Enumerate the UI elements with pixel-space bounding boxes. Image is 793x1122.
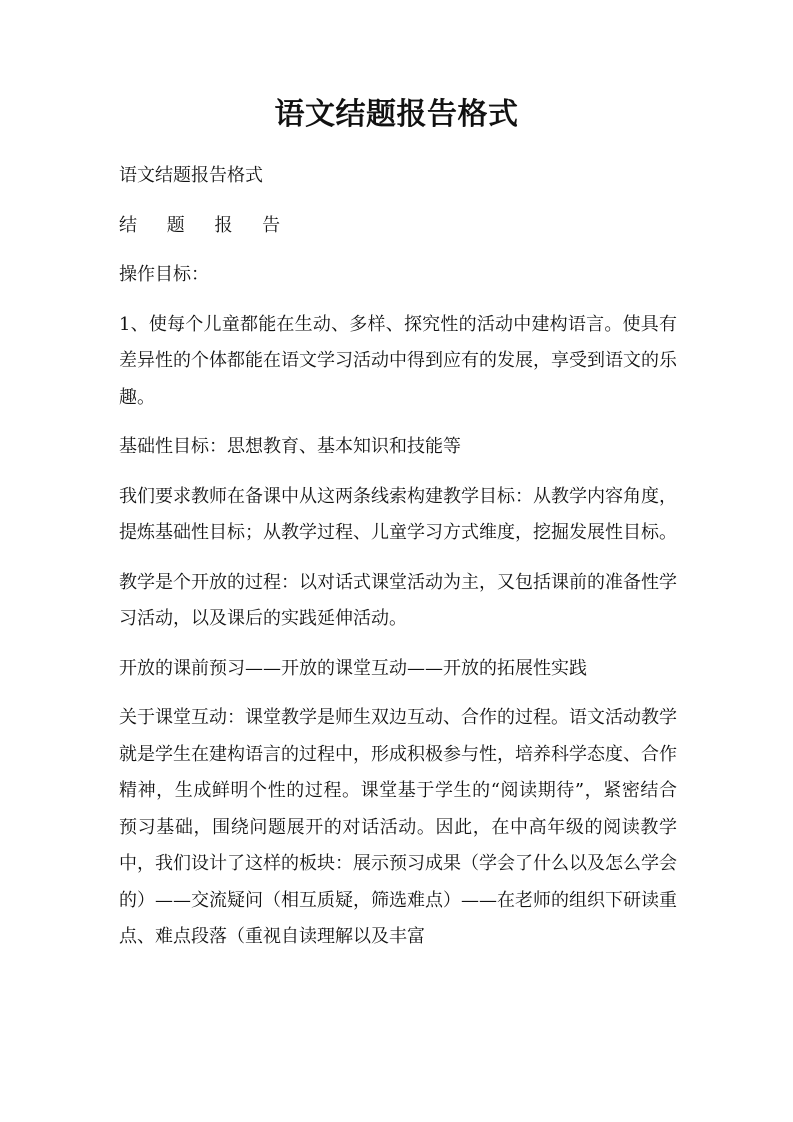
document-title: 语文结题报告格式 [274,97,519,132]
paragraph-report-heading: 结 题 报 告 [119,214,293,236]
paragraph-operation-goals: 操作目标： [119,264,209,285]
paragraph-open-stages: 开放的课前预习——开放的课堂互动——开放的拓展性实践 [119,657,587,679]
paragraph-basic-goals: 基础性目标：思想教育、基本知识和技能等 [119,436,461,457]
paragraph-goal-1: 1、使每个儿童都能在生动、多样、探究性的活动中建构语言。使具有差异性的个体都能在语文学习活动中得到应有的发展，享受到语文的乐趣。 [119,313,677,408]
paragraph-teacher-requirements: 我们要求教师在备课中从这两条线索构建教学目标：从教学内容角度，提炼基础性目标；从教学过程、儿童学习方式维度，挖掘发展性目标。 [119,485,677,543]
paragraph-classroom-interaction: 关于课堂互动：课堂教学是师生双边互动、合作的过程。语文活动教学就是学生在建构语言的过程中，形成积极参与性，培养科学态度、合作精神，生成鲜明个性的过程。课堂基于学生的“阅读期待”，紧密结合预习基础，围绕问题展开的对话活动。因此，在中高年级的阅读教学中，我们设计了这样的板块：展示预习成果（学会了什么以及怎么学会的）——交流疑问（相互质疑，筛选难点）——在老师的组织下研读重点、难点段落（重视自读理解以及丰富 [119,707,677,947]
paragraph-subtitle: 语文结题报告格式 [119,165,263,186]
document-body [119,158,677,969]
paragraph-open-process: 教学是个开放的过程：以对话式课堂活动为主，又包括课前的准备性学习活动，以及课后的实践延伸活动。 [119,571,677,629]
